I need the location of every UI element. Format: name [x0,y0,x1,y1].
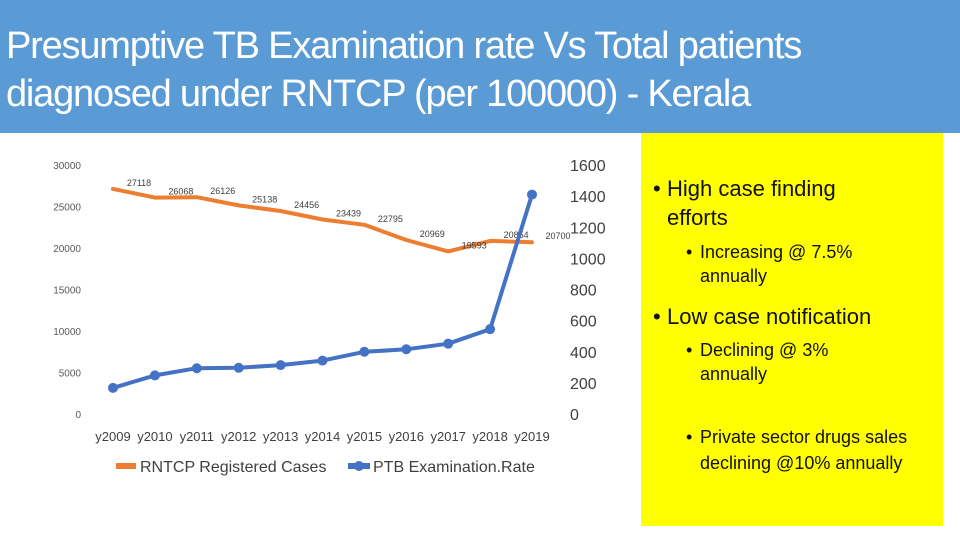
right-axis-tick-label: 0 [570,407,579,424]
ptb-data-point [401,344,411,354]
x-axis-tick-label: y2011 [179,429,215,444]
x-axis-tick-label: y2014 [304,429,341,444]
title-bar [0,0,960,133]
bullet-private-sector: • Private sector drugs sales declining @10% annually [686,427,908,473]
rntcp-data-label: 25138 [252,194,278,205]
right-axis-tick-label: 800 [570,282,597,300]
ptb-data-point [359,347,369,357]
title-line-1: Presumptive TB Examination rate Vs Total patients [6,25,802,67]
right-axis-tick-label: 400 [570,344,597,362]
bullet-increasing: • Increasing @ 7.5% annually [686,242,853,286]
left-axis-tick-label: 10000 [53,327,81,338]
left-axis-tick-label: 15000 [53,285,81,297]
right-axis-tick-label: 600 [570,313,597,331]
left-axis-tick-label: 0 [75,410,81,421]
bullet-high-case-finding: • High case finding efforts [653,176,836,230]
x-axis-tick-label: y2018 [472,429,508,444]
right-axis-tick-label: 1000 [570,251,606,269]
legend-marker-ptb [354,461,364,471]
right-axis-tick-label: 200 [570,375,597,393]
right-axis-tick-label: 1600 [570,158,606,175]
x-axis-tick-label: y2016 [388,429,425,444]
ptb-data-point [150,370,160,380]
right-axis-tick-label: 1400 [570,189,606,207]
x-axis-tick-label: y2013 [262,429,299,444]
ptb-data-point [276,360,286,370]
ptb-data-point [108,383,118,393]
ptb-data-point [318,356,328,366]
ptb-data-point [527,190,537,200]
legend-label-rntcp: RNTCP Registered Cases [140,459,327,476]
x-axis-tick-label: y2012 [220,429,257,444]
x-axis-tick-label: y2015 [346,429,383,444]
left-axis-tick-label: 25000 [53,202,81,214]
slide-title [6,22,956,118]
rntcp-data-label: 26126 [210,186,236,197]
ptb-data-point [192,363,202,373]
left-axis-tick-label: 30000 [53,161,81,172]
legend-swatch-rntcp [116,463,136,469]
legend-label-ptb: PTB Examination.Rate [373,459,535,476]
ptb-data-point [485,324,495,334]
ptb-data-point [234,363,244,373]
x-axis-tick-label: y2019 [514,429,550,444]
left-axis-tick-label: 20000 [53,244,81,255]
right-axis-tick-label: 1200 [570,220,606,238]
rntcp-data-label: 23439 [335,208,362,219]
rntcp-data-label: 19593 [461,240,487,251]
line-chart [0,140,640,540]
bullet-low-case-notification: • Low case notification [653,304,872,329]
rntcp-data-label: 20854 [503,229,529,240]
left-axis-tick-label: 5000 [58,368,81,380]
rntcp-data-label: 20700 [545,231,571,242]
x-axis-tick-label: y2017 [430,429,466,444]
rntcp-data-label: 26068 [168,186,194,197]
rntcp-data-label: 24456 [294,200,320,211]
rntcp-data-label: 22795 [377,213,403,224]
ptb-data-point [443,339,453,349]
x-axis-tick-label: y2010 [137,429,173,444]
title-line-2: diagnosed under RNTCP (per 100000) - Kerala [6,73,751,115]
rntcp-data-label: 20969 [419,228,445,239]
x-axis-tick-label: y2009 [95,429,131,444]
rntcp-data-label: 27118 [126,177,152,188]
bullet-declining: • Declining @ 3% annually [686,340,829,384]
